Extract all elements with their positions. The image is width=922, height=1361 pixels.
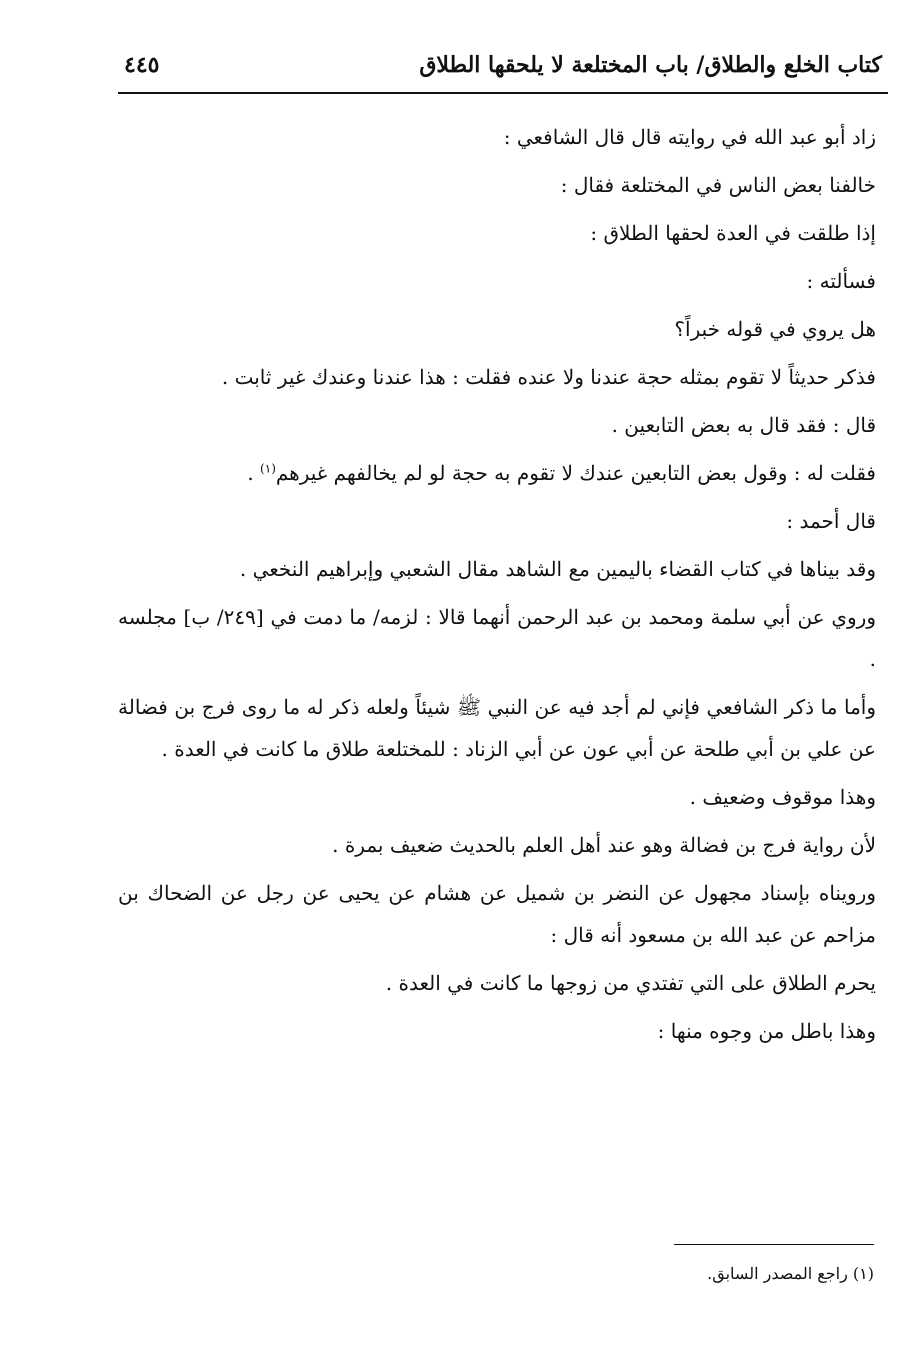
paragraph: وهذا موقوف وضعيف . (689, 785, 876, 809)
paragraph: وروي عن أبي سلمة ومحمد بن عبد الرحمن أنهما قالا : لزمه/ ما دمت في [٢٤٩/ ب] مجلسه . (118, 605, 876, 671)
paragraph: زاد أبو عبد الله في روايته قال قال الشافعي : (503, 125, 876, 149)
paragraph: لأن رواية فرج بن فضالة وهو عند أهل العلم بالحديث ضعيف بمرة . (332, 833, 876, 857)
paragraph: وأما ما ذكر الشافعي فإني لم أجد فيه عن النبي ﷺ شيئاً ولعله ذكر له ما روى فرج بن فضالة عن علي بن أبي طلحة عن أبي عون عن أبي الزناد : للمختلعة طلاق ما كانت في العدة . (118, 695, 876, 761)
paragraph: قال أحمد : (786, 509, 876, 533)
running-header (118, 46, 888, 90)
paragraph: ورويناه بإسناد مجهول عن النضر بن شميل عن هشام عن يحيى عن رجل عن الضحاك بن مزاحم عن عبد الله بن مسعود أنه قال : (118, 881, 876, 947)
paragraph: قال : فقد قال به بعض التابعين . (611, 413, 876, 437)
footnote: (١) راجع المصدر السابق. (707, 1264, 874, 1283)
main-text (118, 116, 876, 1058)
footnote-divider (674, 1244, 874, 1245)
paragraph: خالفنا بعض الناس في المختلعة فقال : (560, 173, 876, 197)
paragraph: فسألته : (806, 269, 876, 293)
page-number: ٤٤٥ (124, 52, 160, 78)
header-title: كتاب الخلع والطلاق/ باب المختلعة لا يلحقها الطلاق (419, 52, 882, 78)
paragraph: فذكر حديثاً لا تقوم بمثله حجة عندنا ولا عنده فقلت : هذا عندنا وعندك غير ثابت . (221, 365, 876, 389)
paragraph-text: فقلت له : وقول بعض التابعين عندك لا تقوم به حجة لو لم يخالفهم غيرهم (275, 461, 876, 485)
paragraph: وهذا باطل من وجوه منها : (657, 1019, 876, 1043)
paragraph: إذا طلقت في العدة لحقها الطلاق : (590, 221, 876, 245)
paragraph-with-footnote (118, 452, 876, 494)
footnote-reference: (١) (260, 461, 276, 476)
paragraph: يحرم الطلاق على التي تفتدي من زوجها ما كانت في العدة . (385, 971, 876, 995)
paragraph: هل يروي في قوله خبراً؟ (674, 317, 876, 341)
paragraph-end: . (247, 461, 261, 485)
paragraph: وقد بيناها في كتاب القضاء باليمين مع الشاهد مقال الشعبي وإبراهيم النخعي . (239, 557, 876, 581)
header-divider (118, 92, 888, 94)
